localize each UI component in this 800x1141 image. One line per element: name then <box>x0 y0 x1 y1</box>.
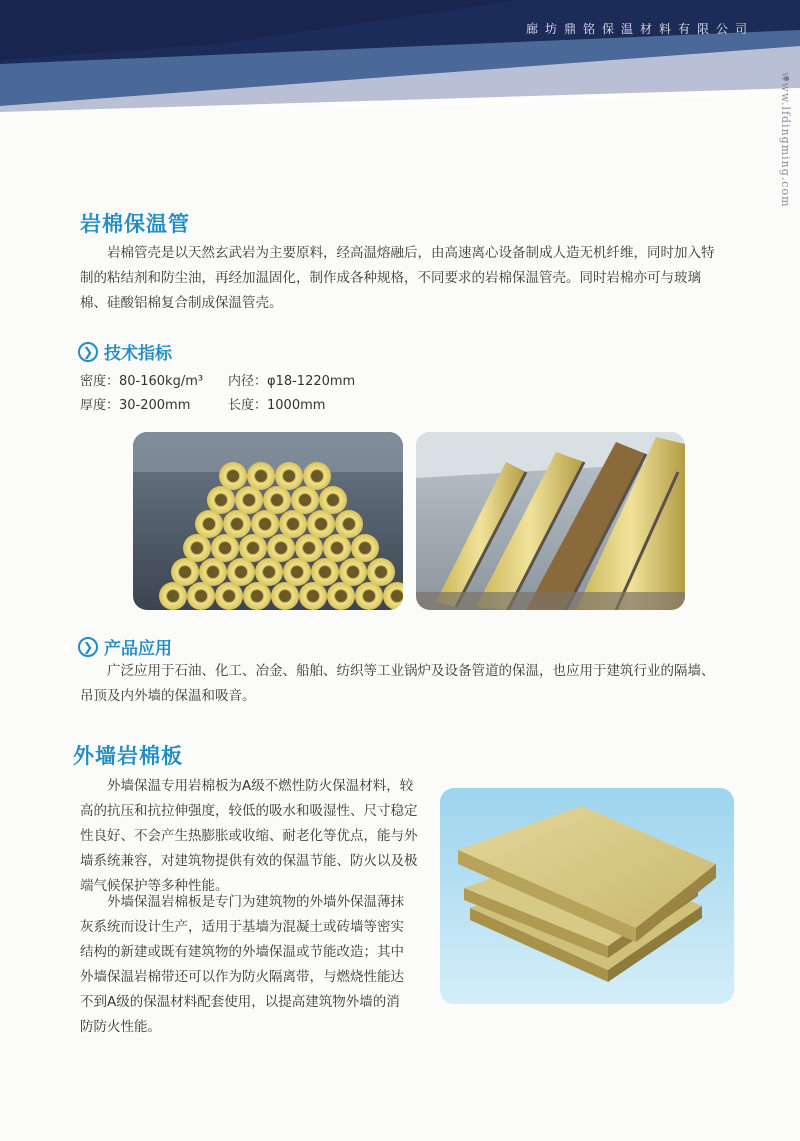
section-title-board: 外墙岩棉板 <box>73 744 183 768</box>
chevron-right-icon: ❯ <box>78 342 98 362</box>
spec-density: 密度：80-160kg/m³ <box>80 374 204 389</box>
application-heading <box>78 634 172 659</box>
board-p2-line-6: 防防火性能。 <box>80 1019 161 1035</box>
application-line-2: 吊顶及内外墙的保温和吸音。 <box>80 688 256 704</box>
board-p1-line-2: 高的抗压和抗拉伸强度，较低的吸水和吸湿性、尺寸稳定 <box>80 803 418 819</box>
board-p2-line-2: 灰系统而设计生产，适用于基墙为混凝土或砖墙等密实 <box>80 919 404 935</box>
rock-wool-pipe-rack-photo <box>416 432 685 610</box>
section-title-pipe: 岩棉保温管 <box>80 212 190 236</box>
intro-line-3: 棉、硅酸铝棉复合制成保温管壳。 <box>80 295 283 311</box>
intro-line-1: 岩棉管壳是以天然玄武岩为主要原料，经高温熔融后，由高速离心设备制成人造无机纤维，同时加入特 <box>107 245 715 261</box>
specs-heading <box>78 339 172 364</box>
chevron-right-icon: ❯ <box>78 637 98 657</box>
board-p2-line-1: 外墙保温岩棉板是专门为建筑物的外墙外保温薄抹 <box>107 894 404 910</box>
spec-length: 长度：1000mm <box>228 398 326 413</box>
application-text <box>80 659 740 709</box>
board-paragraph-1 <box>80 774 430 899</box>
website-url: www.lfdingming.com <box>779 72 792 208</box>
intro-line-2: 制的粘结剂和防尘油，再经加温固化，制作成各种规格，不同要求的岩棉保温管壳。同时岩棉亦可与玻璃 <box>80 270 701 286</box>
spec-inner-diameter: 内径：φ18-1220mm <box>228 374 356 389</box>
board-p2-line-5: 不到A级的保温材料配套使用，以提高建筑物外墙的消 <box>80 994 400 1010</box>
rock-wool-board-photo <box>440 788 734 1004</box>
board-p2-line-4: 外墙保温岩棉带还可以作为防火隔离带，与燃烧性能达 <box>80 969 404 985</box>
pipe-intro <box>80 241 730 316</box>
rock-wool-pipe-stack-photo <box>133 432 403 610</box>
board-paragraph-2 <box>80 890 430 1040</box>
board-p1-line-4: 墙系统兼容，对建筑物提供有效的保温节能、防火以及极 <box>80 853 418 869</box>
specs-heading-label: 技术指标 <box>104 344 172 364</box>
board-p1-line-3: 性良好、不会产生热膨胀或收缩、耐老化等优点，能与外 <box>80 828 418 844</box>
application-line-1: 广泛应用于石油、化工、冶金、船舶、纺织等工业锅炉及设备管道的保温，也应用于建筑行业的隔墙、 <box>107 663 715 679</box>
application-heading-label: 产品应用 <box>104 639 172 659</box>
board-p1-line-1: 外墙保温专用岩棉板为A级不燃性防火保温材料，较 <box>107 778 414 794</box>
company-name: 廊坊鼎铭保温材料有限公司 <box>525 22 754 36</box>
spec-thickness: 厚度：30-200mm <box>80 398 191 413</box>
board-p2-line-3: 结构的新建或既有建筑物的外墙保温或节能改造；其中 <box>80 944 404 960</box>
board-p1-line-5: 端气候保护等多种性能。 <box>80 878 229 894</box>
